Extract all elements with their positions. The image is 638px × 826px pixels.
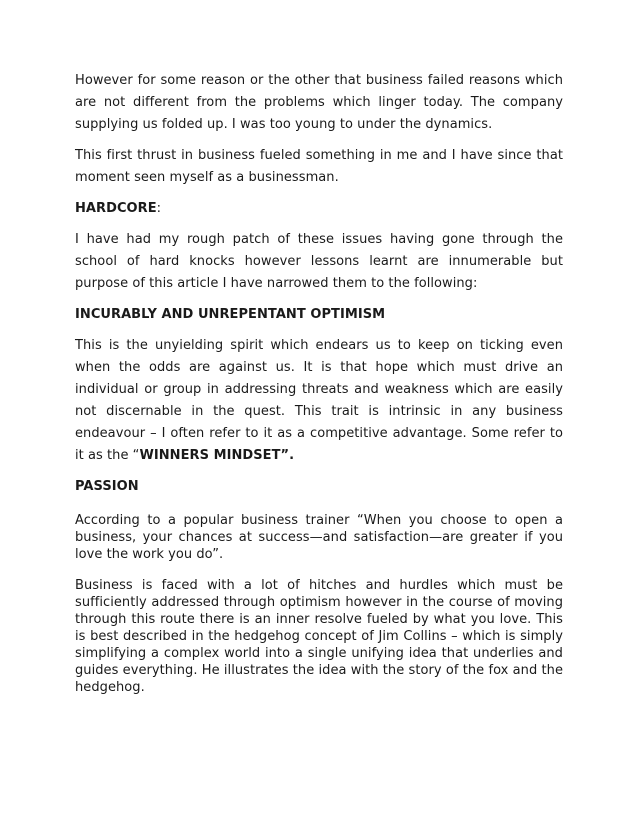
document-page (75, 70, 563, 705)
paragraph-business-trainer-quote: According to a popular business trainer “When you choose to open a business, your chances at success—and satisfaction—are greater if you love the work you do”. (75, 513, 563, 562)
heading-hardcore-text: HARDCORE (75, 201, 157, 216)
paragraph-unyielding-spirit (75, 335, 563, 467)
heading-passion: PASSION (75, 479, 139, 494)
paragraph-first-thrust: This first thrust in business fueled something in me and I have since that moment seen myself as a businessman. (75, 148, 563, 185)
heading-hardcore (75, 198, 563, 220)
paragraph-rough-patch: I have had my rough patch of these issues having gone through the school of hard knocks however lessons learnt are innumerable but purpose of this article I have narrowed them to the following: (75, 232, 563, 291)
paragraph-hedgehog-concept: Business is faced with a lot of hitches and hurdles which must be sufficiently addressed through optimism however in the course of moving through this route there is an inner resolve fueled by what you love. This is best described in the hedgehog concept of Jim Collins – which is simply simplifying a complex world into a single unifying idea that underlies and guides everything. He illustrates the idea with the story of the fox and the hedgehog. (75, 578, 563, 695)
paragraph-business-failure: However for some reason or the other that business failed reasons which are not different from the problems which linger today. The company supplying us folded up. I was too young to under the dynamics. (75, 73, 563, 132)
winners-mindset-emphasis: WINNERS MINDSET”. (139, 448, 295, 463)
heading-hardcore-colon: : (156, 201, 162, 216)
heading-optimism: INCURABLY AND UNREPENTANT OPTIMISM (75, 307, 386, 322)
paragraph-unyielding-spirit-text: This is the unyielding spirit which endears us to keep on ticking even when the odds are against us. It is that hope which must drive an individual or group in addressing threats and weakness which are easily not discernable in the quest. This trait is intrinsic in any business endeavour – I often refer to it as a competitive advantage. Some refer to it as the “ (75, 338, 563, 463)
